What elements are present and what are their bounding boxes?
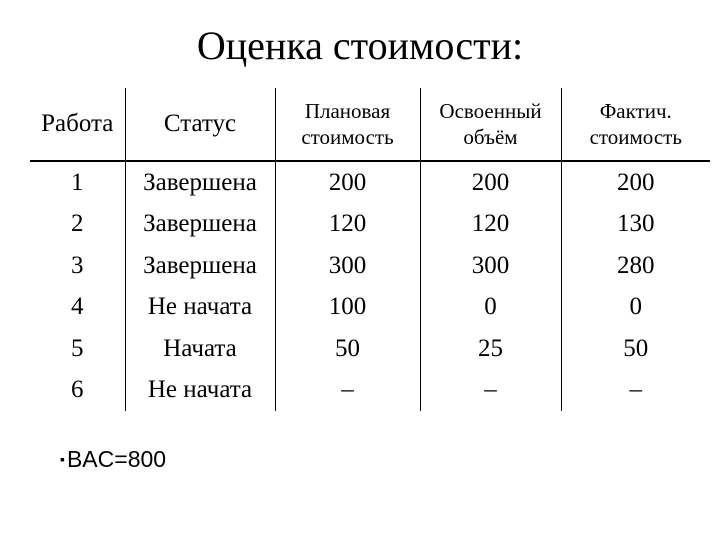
- page-title: Оценка стоимости:: [196, 23, 524, 68]
- cell-earned-value: 300: [420, 245, 561, 287]
- table-row: [30, 204, 710, 246]
- cell-work: 3: [30, 245, 125, 287]
- table-row: [30, 245, 710, 287]
- header-actual-cost-line2: стоимость: [589, 125, 682, 149]
- cell-planned-cost: 200: [275, 161, 420, 204]
- cell-earned-value: –: [420, 370, 561, 412]
- cell-work: 1: [30, 161, 125, 204]
- cell-planned-cost: –: [275, 370, 420, 412]
- cell-actual-cost: –: [629, 376, 642, 404]
- table-row: [30, 328, 710, 370]
- cell-work: 4: [30, 287, 125, 329]
- header-earned-value-line2: объём: [463, 125, 518, 149]
- table-row: [30, 370, 710, 412]
- cell-earned-value: 120: [420, 204, 561, 246]
- header-work-label: Работа: [41, 110, 114, 137]
- cell-planned-cost: 300: [275, 245, 420, 287]
- cell-status: Завершена: [125, 204, 275, 246]
- header-planned-cost-line2: стоимость: [301, 125, 394, 149]
- cell-status: Не начата: [125, 287, 275, 329]
- square-bullet-icon: ▪: [60, 451, 65, 467]
- cell-planned-cost: 120: [275, 204, 420, 246]
- cell-work: 6: [30, 370, 125, 412]
- cell-actual-cost: 130: [617, 210, 655, 238]
- bac-note-text: BAC=800: [66, 446, 167, 472]
- bac-note: [60, 446, 166, 473]
- cell-planned-cost: 100: [275, 287, 420, 329]
- header-work: [30, 88, 125, 161]
- cell-status: Начата: [125, 328, 275, 370]
- header-actual-cost-line1: Фактич.: [599, 99, 672, 123]
- header-status-label: Статус: [163, 110, 237, 137]
- table-row: [30, 161, 710, 204]
- cell-earned-value: 0: [420, 287, 561, 329]
- header-planned-cost-line1: Плановая: [304, 99, 391, 123]
- cell-actual-cost: 200: [617, 168, 655, 196]
- cell-status: Завершена: [125, 161, 275, 204]
- cost-table: [30, 88, 710, 411]
- header-planned-cost: [275, 88, 420, 161]
- cell-earned-value: 25: [420, 328, 561, 370]
- cell-actual-cost: 280: [617, 251, 655, 279]
- header-actual-cost: [561, 88, 710, 161]
- header-earned-value-line1: Освоенный: [439, 99, 542, 123]
- cell-planned-cost: 50: [275, 328, 420, 370]
- cell-status: Завершена: [125, 245, 275, 287]
- header-earned-value: [420, 88, 561, 161]
- cell-work: 2: [30, 204, 125, 246]
- header-status: [125, 88, 275, 161]
- table-row: [30, 287, 710, 329]
- cell-earned-value: 200: [420, 161, 561, 204]
- table-header-row: [30, 88, 710, 161]
- cell-actual-cost: 0: [629, 293, 642, 321]
- cell-work: 5: [30, 328, 125, 370]
- cell-status: Не начата: [125, 370, 275, 412]
- cell-actual-cost: 50: [623, 334, 649, 362]
